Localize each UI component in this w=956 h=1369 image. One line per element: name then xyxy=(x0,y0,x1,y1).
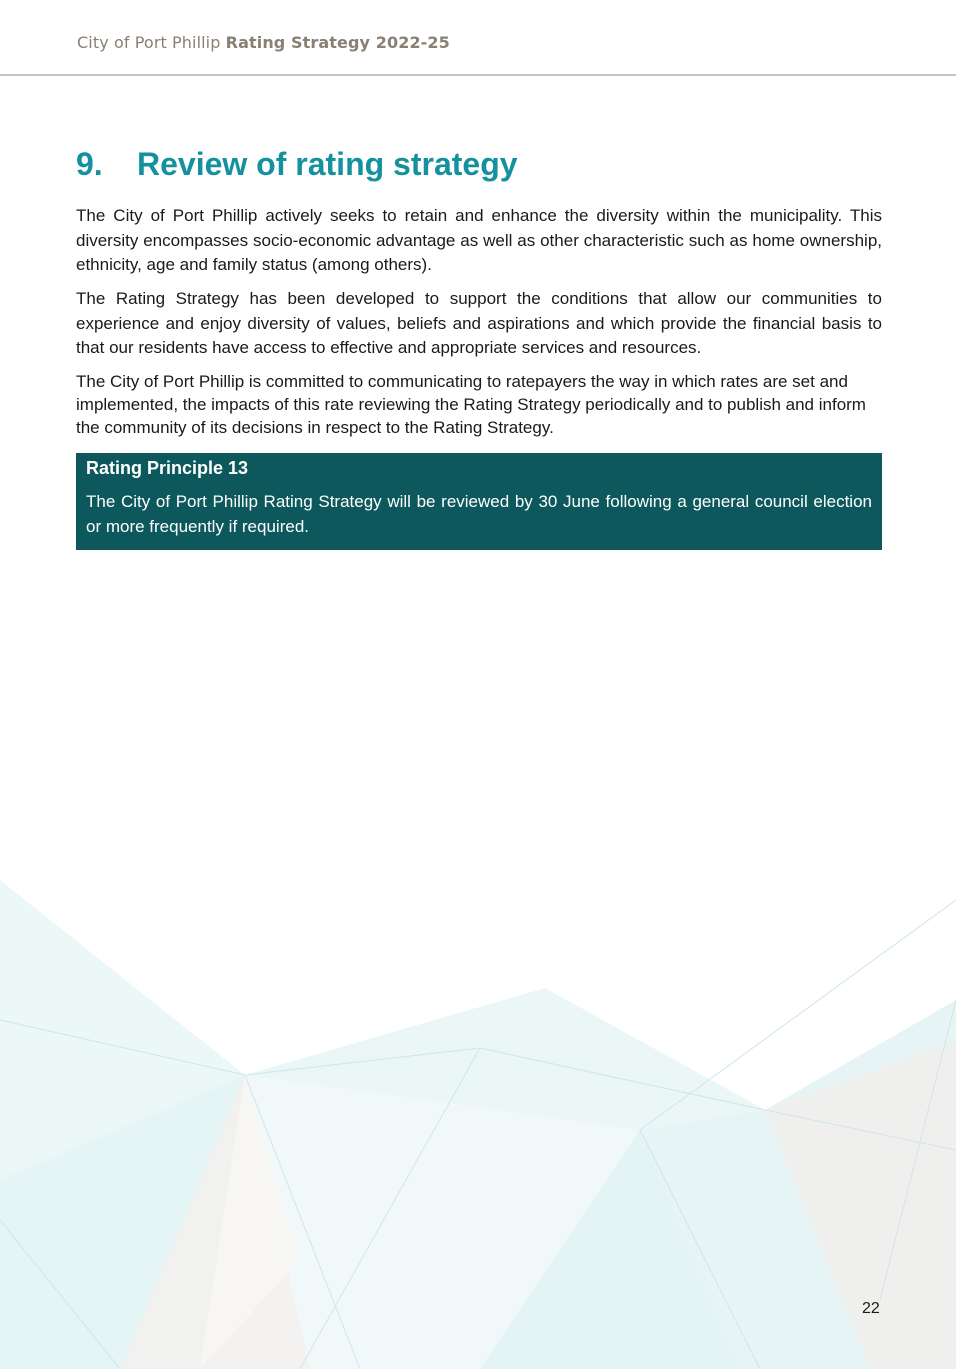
section-number: 9. xyxy=(76,146,103,182)
decorative-background-graphic xyxy=(0,860,956,1369)
paragraph-1: The City of Port Phillip actively seeks to retain and enhance the diversity within the municipality. This diversity encompasses socio-economic advantage as well as other characteristic such as home ownership, ethnicity, age and family status (among others). xyxy=(76,206,882,274)
page-header xyxy=(0,0,956,76)
header-doc-title: Rating Strategy 2022-25 xyxy=(225,33,450,52)
page-number: 22 xyxy=(862,1300,880,1317)
header-org: City of Port Phillip xyxy=(77,33,221,52)
paragraph-3: The City of Port Phillip is committed to communicating to ratepayers the way in which rates are set and implemented, the impacts of this rate reviewing the Rating Strategy periodically and to publish and inform the community of its decisions in respect to the Rating Strategy. xyxy=(76,372,866,437)
principle-body: The City of Port Phillip Rating Strategy will be reviewed by 30 June following a general council election or more frequently if required. xyxy=(86,492,872,536)
running-header xyxy=(77,33,450,52)
rating-principle-box xyxy=(76,453,882,550)
paragraph-2: The Rating Strategy has been developed to support the conditions that allow our communities to experience and enjoy diversity of values, beliefs and aspirations and which provide the financial basis to that our residents have access to effective and appropriate services and resources. xyxy=(76,289,882,357)
section-heading xyxy=(76,146,518,183)
principle-title: Rating Principle 13 xyxy=(86,458,249,478)
section-title: Review of rating strategy xyxy=(137,146,518,182)
